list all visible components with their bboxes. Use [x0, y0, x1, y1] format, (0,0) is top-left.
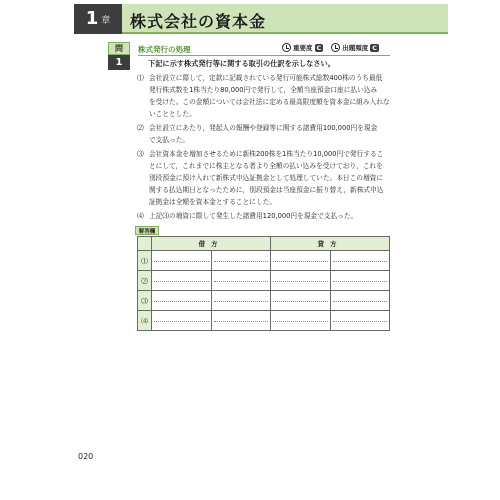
- answer-table: [137, 236, 390, 331]
- problem-number: ⑵: [137, 124, 144, 132]
- importance-label: 重要度: [293, 44, 313, 52]
- credit-amount-cell[interactable]: [330, 271, 390, 291]
- answer-row-number: ⑴: [138, 251, 152, 271]
- problem-number: ⑶: [137, 150, 144, 158]
- debit-amount-cell[interactable]: [211, 291, 271, 311]
- debit-account-cell[interactable]: [152, 311, 212, 331]
- problem-list: [137, 72, 393, 224]
- chapter-title: 株式会社の資本金: [130, 12, 267, 31]
- credit-amount-cell[interactable]: [330, 311, 390, 331]
- credit-header: 貸方: [271, 237, 390, 251]
- question-number: 1: [108, 55, 130, 70]
- debit-amount-cell[interactable]: [211, 251, 271, 271]
- frequency-rating: [331, 43, 379, 52]
- topic-divider: [138, 55, 390, 56]
- problem-text: 上記⑶の増資に際して発生した諸費用120,000円を現金で支払った。: [149, 212, 358, 220]
- chapter-badge: [74, 4, 122, 34]
- debit-header: 借方: [152, 237, 271, 251]
- problem-text: 会社設立に際して，定款に記載されている発行可能株式総数400株のうち最低 発行株式数を1株当たり80,000円で発行して，全額当座預金口座に払い込み を受けた。この金額については会社法に定める最高限度額を資本金に組み入れな いこととした。: [149, 74, 390, 118]
- problem-item: [137, 72, 393, 120]
- debit-account-cell[interactable]: [152, 291, 212, 311]
- answer-row: [138, 311, 390, 331]
- importance-value: C: [316, 43, 322, 52]
- frequency-value: C: [372, 43, 378, 52]
- problem-number: ⑴: [137, 74, 144, 82]
- question-topic: 株式発行の処理: [138, 45, 191, 54]
- question-badge: [108, 42, 130, 70]
- debit-account-cell[interactable]: [152, 271, 212, 291]
- answer-row-number: ⑷: [138, 311, 152, 331]
- chapter-word: 章: [101, 16, 111, 26]
- credit-account-cell[interactable]: [271, 311, 331, 331]
- credit-account-cell[interactable]: [271, 291, 331, 311]
- page-number: 020: [78, 452, 94, 461]
- answer-row: [138, 251, 390, 271]
- chapter-header: [74, 4, 448, 34]
- answer-corner: [138, 237, 152, 251]
- question-label: 問: [108, 42, 130, 55]
- importance-rating: [282, 43, 323, 52]
- frequency-label: 出題頻度: [342, 44, 369, 52]
- answer-header-row: [138, 237, 390, 251]
- answer-row-number: ⑶: [138, 291, 152, 311]
- answer-row: [138, 271, 390, 291]
- chapter-number: 1: [85, 8, 99, 29]
- answer-row: [138, 291, 390, 311]
- clock-icon: [282, 43, 291, 52]
- credit-amount-cell[interactable]: [330, 291, 390, 311]
- problem-number: ⑷: [137, 212, 144, 220]
- problem-text: 会社資本金を増加させるために新株200株を1株当たり10,000円で発行するこ とにして，これまでに株主となる者より全額の払い込みを受けており，これを 別段預金に預け入れて新株式申込証拠金として処理していた。本日この増資に 関する払込期日となったために，別段預金は当座預金に振り替え，新株式申込 証拠金は全額を資本金とすることにした。: [149, 150, 384, 206]
- problem-text: 会社設立にあたり，発起人の報酬や登録等に関する諸費用100,000円を現金 で支払った。: [149, 124, 378, 144]
- problem-item: [137, 122, 393, 146]
- credit-amount-cell[interactable]: [330, 251, 390, 271]
- debit-account-cell[interactable]: [152, 251, 212, 271]
- clock-icon: [331, 43, 340, 52]
- question-instruction: 下記に示す株式発行等に関する取引の仕訳を示しなさい。: [148, 59, 335, 68]
- credit-account-cell[interactable]: [271, 251, 331, 271]
- debit-amount-cell[interactable]: [211, 311, 271, 331]
- debit-amount-cell[interactable]: [211, 271, 271, 291]
- problem-item: [137, 148, 393, 208]
- question-ratings: [282, 43, 379, 52]
- answer-row-number: ⑵: [138, 271, 152, 291]
- credit-account-cell[interactable]: [271, 271, 331, 291]
- problem-item: [137, 210, 393, 222]
- answer-label: 解答欄: [135, 226, 159, 235]
